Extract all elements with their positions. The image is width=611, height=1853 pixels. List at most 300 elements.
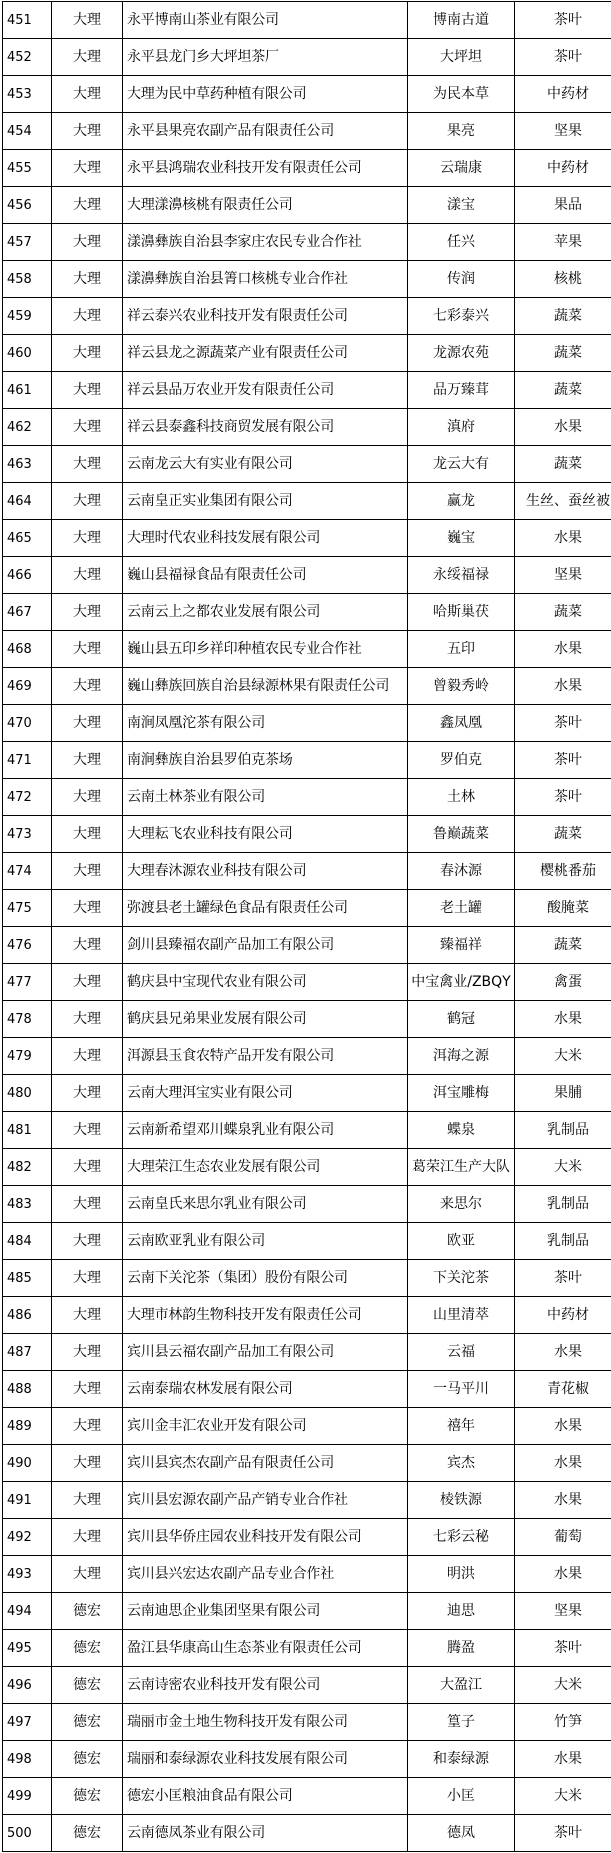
company-cell: 祥云县龙之源蔬菜产业有限责任公司 xyxy=(123,335,408,372)
product-cell: 蔬菜 xyxy=(515,446,611,483)
city-cell: 大理 xyxy=(52,335,123,372)
brand-cell: 哈斯巢茯 xyxy=(408,594,515,631)
row-number: 458 xyxy=(3,261,52,298)
company-cell: 云南皇正实业集团有限公司 xyxy=(123,483,408,520)
company-cell: 祥云县品万农业开发有限责任公司 xyxy=(123,372,408,409)
product-cell: 果品 xyxy=(515,187,611,224)
table-row xyxy=(3,1482,611,1519)
city-cell: 大理 xyxy=(52,631,123,668)
company-cell: 大理漾濞核桃有限责任公司 xyxy=(123,187,408,224)
city-cell: 德宏 xyxy=(52,1704,123,1741)
product-cell: 坚果 xyxy=(515,1593,611,1630)
city-cell: 大理 xyxy=(52,1334,123,1371)
city-cell: 大理 xyxy=(52,224,123,261)
table-row xyxy=(3,1408,611,1445)
city-cell: 大理 xyxy=(52,594,123,631)
table-row xyxy=(3,742,611,779)
brand-cell: 明洪 xyxy=(408,1556,515,1593)
company-cell: 弥渡县老土罐绿色食品有限责任公司 xyxy=(123,890,408,927)
company-cell: 漾濞彝族自治县李家庄农民专业合作社 xyxy=(123,224,408,261)
brand-cell: 为民本草 xyxy=(408,76,515,113)
row-number: 488 xyxy=(3,1371,52,1408)
product-cell: 中药材 xyxy=(515,76,611,113)
product-cell: 生丝、蚕丝被 xyxy=(515,483,611,520)
company-cell: 宾川县兴宏达农副产品专业合作社 xyxy=(123,1556,408,1593)
brand-cell: 品万臻茸 xyxy=(408,372,515,409)
row-number: 485 xyxy=(3,1260,52,1297)
company-cell: 宾川县华侨庄园农业科技开发有限公司 xyxy=(123,1519,408,1556)
brand-cell: 曾毅秀岭 xyxy=(408,668,515,705)
row-number: 486 xyxy=(3,1297,52,1334)
company-cell: 大理春沐源农业科技有限公司 xyxy=(123,853,408,890)
city-cell: 大理 xyxy=(52,261,123,298)
product-cell: 水果 xyxy=(515,520,611,557)
company-cell: 云南欧亚乳业有限公司 xyxy=(123,1223,408,1260)
table-row xyxy=(3,1075,611,1112)
city-cell: 德宏 xyxy=(52,1778,123,1815)
brand-cell: 博南古道 xyxy=(408,2,515,39)
product-cell: 核桃 xyxy=(515,261,611,298)
row-number: 475 xyxy=(3,890,52,927)
company-cell: 大理荣江生态农业发展有限公司 xyxy=(123,1149,408,1186)
brand-cell: 洱海之源 xyxy=(408,1038,515,1075)
product-cell: 水果 xyxy=(515,631,611,668)
product-cell: 水果 xyxy=(515,1445,611,1482)
table-row xyxy=(3,1815,611,1852)
table-row xyxy=(3,409,611,446)
city-cell: 大理 xyxy=(52,1001,123,1038)
product-cell: 水果 xyxy=(515,1001,611,1038)
table-row xyxy=(3,1001,611,1038)
city-cell: 大理 xyxy=(52,1445,123,1482)
product-cell: 茶叶 xyxy=(515,742,611,779)
product-cell: 大米 xyxy=(515,1149,611,1186)
company-cell: 宾川县宾杰农副产品有限责任公司 xyxy=(123,1445,408,1482)
city-cell: 大理 xyxy=(52,1038,123,1075)
row-number: 497 xyxy=(3,1704,52,1741)
city-cell: 德宏 xyxy=(52,1593,123,1630)
company-cell: 永平博南山茶业有限公司 xyxy=(123,2,408,39)
product-cell: 水果 xyxy=(515,1408,611,1445)
row-number: 470 xyxy=(3,705,52,742)
brand-cell: 滇府 xyxy=(408,409,515,446)
city-cell: 大理 xyxy=(52,76,123,113)
table-row xyxy=(3,1112,611,1149)
brand-cell: 巍宝 xyxy=(408,520,515,557)
brand-cell: 永绥福禄 xyxy=(408,557,515,594)
brand-cell: 大坪坦 xyxy=(408,39,515,76)
table-row xyxy=(3,1223,611,1260)
table-row xyxy=(3,187,611,224)
city-cell: 大理 xyxy=(52,520,123,557)
row-number: 481 xyxy=(3,1112,52,1149)
product-cell: 蔬菜 xyxy=(515,594,611,631)
brand-cell: 鲁巅蔬菜 xyxy=(408,816,515,853)
brand-cell: 云瑞康 xyxy=(408,150,515,187)
brand-cell: 鑫凤凰 xyxy=(408,705,515,742)
brand-cell: 鹤冠 xyxy=(408,1001,515,1038)
row-number: 461 xyxy=(3,372,52,409)
company-cell: 瑞丽和泰绿源农业科技发展有限公司 xyxy=(123,1741,408,1778)
brand-cell: 土林 xyxy=(408,779,515,816)
city-cell: 大理 xyxy=(52,150,123,187)
company-cell: 巍山县福禄食品有限责任公司 xyxy=(123,557,408,594)
city-cell: 大理 xyxy=(52,853,123,890)
city-cell: 大理 xyxy=(52,446,123,483)
brand-cell: 龙源农苑 xyxy=(408,335,515,372)
table-row xyxy=(3,335,611,372)
company-cell: 巍山彝族回族自治县绿源林果有限责任公司 xyxy=(123,668,408,705)
table-row xyxy=(3,224,611,261)
company-cell: 大理耘飞农业科技有限公司 xyxy=(123,816,408,853)
product-cell: 茶叶 xyxy=(515,39,611,76)
row-number: 465 xyxy=(3,520,52,557)
product-cell: 水果 xyxy=(515,1334,611,1371)
brand-cell: 篁子 xyxy=(408,1704,515,1741)
city-cell: 德宏 xyxy=(52,1630,123,1667)
company-cell: 永平县龙门乡大坪坦茶厂 xyxy=(123,39,408,76)
brand-cell: 果亮 xyxy=(408,113,515,150)
row-number: 471 xyxy=(3,742,52,779)
city-cell: 大理 xyxy=(52,39,123,76)
table-row xyxy=(3,927,611,964)
city-cell: 德宏 xyxy=(52,1741,123,1778)
table-row xyxy=(3,1334,611,1371)
product-cell: 水果 xyxy=(515,409,611,446)
company-cell: 云南泰瑞农林发展有限公司 xyxy=(123,1371,408,1408)
product-cell: 坚果 xyxy=(515,113,611,150)
product-cell: 茶叶 xyxy=(515,2,611,39)
city-cell: 大理 xyxy=(52,2,123,39)
product-cell: 大米 xyxy=(515,1038,611,1075)
brand-cell: 山里清萃 xyxy=(408,1297,515,1334)
brand-cell: 传润 xyxy=(408,261,515,298)
brand-cell: 蝶泉 xyxy=(408,1112,515,1149)
city-cell: 大理 xyxy=(52,1149,123,1186)
row-number: 469 xyxy=(3,668,52,705)
row-number: 456 xyxy=(3,187,52,224)
brand-cell: 臻福祥 xyxy=(408,927,515,964)
product-cell: 青花椒 xyxy=(515,1371,611,1408)
company-cell: 云南土林茶业有限公司 xyxy=(123,779,408,816)
city-cell: 大理 xyxy=(52,1112,123,1149)
row-number: 472 xyxy=(3,779,52,816)
product-cell: 竹笋 xyxy=(515,1704,611,1741)
product-cell: 乳制品 xyxy=(515,1112,611,1149)
row-number: 459 xyxy=(3,298,52,335)
brand-cell: 德凤 xyxy=(408,1815,515,1852)
row-number: 452 xyxy=(3,39,52,76)
table-row xyxy=(3,1038,611,1075)
product-cell: 葡萄 xyxy=(515,1519,611,1556)
city-cell: 大理 xyxy=(52,1075,123,1112)
brand-cell: 和泰绿源 xyxy=(408,1741,515,1778)
city-cell: 大理 xyxy=(52,668,123,705)
row-number: 478 xyxy=(3,1001,52,1038)
product-cell: 酸腌菜 xyxy=(515,890,611,927)
city-cell: 大理 xyxy=(52,927,123,964)
table-row xyxy=(3,1741,611,1778)
brand-cell: 云福 xyxy=(408,1334,515,1371)
city-cell: 大理 xyxy=(52,409,123,446)
company-cell: 云南皇氏来思尔乳业有限公司 xyxy=(123,1186,408,1223)
product-cell: 茶叶 xyxy=(515,1260,611,1297)
city-cell: 大理 xyxy=(52,298,123,335)
table-row xyxy=(3,1556,611,1593)
company-cell: 大理时代农业科技发展有限公司 xyxy=(123,520,408,557)
company-cell: 宾川金丰汇农业开发有限公司 xyxy=(123,1408,408,1445)
company-cell: 盈江县华康高山生态茶业有限责任公司 xyxy=(123,1630,408,1667)
table-row xyxy=(3,1704,611,1741)
brand-cell: 赢龙 xyxy=(408,483,515,520)
company-cell: 剑川县臻福农副产品加工有限公司 xyxy=(123,927,408,964)
company-cell: 云南迪思企业集团坚果有限公司 xyxy=(123,1593,408,1630)
row-number: 495 xyxy=(3,1630,52,1667)
brand-cell: 腾盈 xyxy=(408,1630,515,1667)
table-row xyxy=(3,705,611,742)
row-number: 492 xyxy=(3,1519,52,1556)
table-row xyxy=(3,446,611,483)
company-cell: 鹤庆县中宝现代农业有限公司 xyxy=(123,964,408,1001)
company-cell: 鹤庆县兄弟果业发展有限公司 xyxy=(123,1001,408,1038)
row-number: 474 xyxy=(3,853,52,890)
row-number: 491 xyxy=(3,1482,52,1519)
row-number: 451 xyxy=(3,2,52,39)
row-number: 476 xyxy=(3,927,52,964)
company-cell: 漾濞彝族自治县箐口核桃专业合作社 xyxy=(123,261,408,298)
table-row xyxy=(3,1593,611,1630)
city-cell: 大理 xyxy=(52,964,123,1001)
brand-cell: 禧年 xyxy=(408,1408,515,1445)
row-number: 498 xyxy=(3,1741,52,1778)
table-row xyxy=(3,1149,611,1186)
company-cell: 云南云上之都农业发展有限公司 xyxy=(123,594,408,631)
product-cell: 蔬菜 xyxy=(515,298,611,335)
row-number: 462 xyxy=(3,409,52,446)
table-row xyxy=(3,816,611,853)
company-cell: 大理市林韵生物科技开发有限责任公司 xyxy=(123,1297,408,1334)
company-cell: 宾川县云福农副产品加工有限公司 xyxy=(123,1334,408,1371)
city-cell: 大理 xyxy=(52,113,123,150)
product-cell: 水果 xyxy=(515,1482,611,1519)
table-row xyxy=(3,1445,611,1482)
row-number: 494 xyxy=(3,1593,52,1630)
table-row xyxy=(3,1186,611,1223)
city-cell: 大理 xyxy=(52,1297,123,1334)
row-number: 487 xyxy=(3,1334,52,1371)
company-cell: 巍山县五印乡祥印种植农民专业合作社 xyxy=(123,631,408,668)
brand-cell: 中宝禽业/ZBQY xyxy=(408,964,515,1001)
brand-cell: 七彩云秘 xyxy=(408,1519,515,1556)
table-row xyxy=(3,1667,611,1704)
brand-cell: 大盈江 xyxy=(408,1667,515,1704)
company-cell: 德宏小匡粮油食品有限公司 xyxy=(123,1778,408,1815)
brand-cell: 漾宝 xyxy=(408,187,515,224)
brand-cell: 洱宝雕梅 xyxy=(408,1075,515,1112)
product-cell: 苹果 xyxy=(515,224,611,261)
city-cell: 大理 xyxy=(52,779,123,816)
product-cell: 茶叶 xyxy=(515,779,611,816)
brand-cell: 棱铁源 xyxy=(408,1482,515,1519)
table-row xyxy=(3,631,611,668)
row-number: 496 xyxy=(3,1667,52,1704)
city-cell: 大理 xyxy=(52,890,123,927)
brand-cell: 一马平川 xyxy=(408,1371,515,1408)
product-cell: 禽蛋 xyxy=(515,964,611,1001)
product-cell: 中药材 xyxy=(515,150,611,187)
table-row xyxy=(3,483,611,520)
row-number: 466 xyxy=(3,557,52,594)
product-cell: 蔬菜 xyxy=(515,372,611,409)
product-cell: 茶叶 xyxy=(515,705,611,742)
row-number: 484 xyxy=(3,1223,52,1260)
row-number: 455 xyxy=(3,150,52,187)
city-cell: 大理 xyxy=(52,1519,123,1556)
city-cell: 大理 xyxy=(52,705,123,742)
product-cell: 樱桃番茄 xyxy=(515,853,611,890)
product-cell: 水果 xyxy=(515,1741,611,1778)
table-row xyxy=(3,261,611,298)
company-cell: 祥云泰兴农业科技开发有限责任公司 xyxy=(123,298,408,335)
company-cell: 云南德凤茶业有限公司 xyxy=(123,1815,408,1852)
brand-cell: 来思尔 xyxy=(408,1186,515,1223)
table-row xyxy=(3,298,611,335)
product-cell: 中药材 xyxy=(515,1297,611,1334)
table-row xyxy=(3,39,611,76)
company-cell: 云南新希望邓川蝶泉乳业有限公司 xyxy=(123,1112,408,1149)
table-row xyxy=(3,1519,611,1556)
row-number: 479 xyxy=(3,1038,52,1075)
product-cell: 蔬菜 xyxy=(515,816,611,853)
city-cell: 大理 xyxy=(52,742,123,779)
table-row xyxy=(3,1297,611,1334)
city-cell: 大理 xyxy=(52,1186,123,1223)
enterprise-table xyxy=(2,1,611,1852)
row-number: 473 xyxy=(3,816,52,853)
row-number: 464 xyxy=(3,483,52,520)
company-cell: 永平县果亮农副产品有限责任公司 xyxy=(123,113,408,150)
row-number: 483 xyxy=(3,1186,52,1223)
brand-cell: 春沐源 xyxy=(408,853,515,890)
table-row xyxy=(3,113,611,150)
brand-cell: 老土罐 xyxy=(408,890,515,927)
row-number: 477 xyxy=(3,964,52,1001)
city-cell: 大理 xyxy=(52,187,123,224)
brand-cell: 葛荣江生产大队 xyxy=(408,1149,515,1186)
row-number: 460 xyxy=(3,335,52,372)
city-cell: 大理 xyxy=(52,1260,123,1297)
product-cell: 水果 xyxy=(515,668,611,705)
city-cell: 大理 xyxy=(52,1371,123,1408)
company-cell: 云南龙云大有实业有限公司 xyxy=(123,446,408,483)
city-cell: 大理 xyxy=(52,816,123,853)
product-cell: 乳制品 xyxy=(515,1186,611,1223)
row-number: 480 xyxy=(3,1075,52,1112)
product-cell: 水果 xyxy=(515,1556,611,1593)
row-number: 463 xyxy=(3,446,52,483)
table-row xyxy=(3,853,611,890)
product-cell: 果脯 xyxy=(515,1075,611,1112)
table-row xyxy=(3,964,611,1001)
company-cell: 云南大理洱宝实业有限公司 xyxy=(123,1075,408,1112)
company-cell: 云南诗密农业科技开发有限公司 xyxy=(123,1667,408,1704)
company-cell: 祥云县泰鑫科技商贸发展有限公司 xyxy=(123,409,408,446)
table-row xyxy=(3,890,611,927)
table-row xyxy=(3,150,611,187)
product-cell: 蔬菜 xyxy=(515,335,611,372)
city-cell: 大理 xyxy=(52,483,123,520)
brand-cell: 下关沱茶 xyxy=(408,1260,515,1297)
table-body xyxy=(3,2,611,1852)
product-cell: 茶叶 xyxy=(515,1815,611,1852)
row-number: 468 xyxy=(3,631,52,668)
row-number: 500 xyxy=(3,1815,52,1852)
brand-cell: 龙云大有 xyxy=(408,446,515,483)
brand-cell: 任兴 xyxy=(408,224,515,261)
table-row xyxy=(3,1371,611,1408)
city-cell: 大理 xyxy=(52,1482,123,1519)
brand-cell: 欧亚 xyxy=(408,1223,515,1260)
company-cell: 南涧凤凰沱茶有限公司 xyxy=(123,705,408,742)
row-number: 490 xyxy=(3,1445,52,1482)
company-cell: 宾川县宏源农副产品产销专业合作社 xyxy=(123,1482,408,1519)
table-row xyxy=(3,557,611,594)
city-cell: 大理 xyxy=(52,557,123,594)
row-number: 489 xyxy=(3,1408,52,1445)
row-number: 453 xyxy=(3,76,52,113)
brand-cell: 罗伯克 xyxy=(408,742,515,779)
city-cell: 德宏 xyxy=(52,1667,123,1704)
product-cell: 蔬菜 xyxy=(515,927,611,964)
table-row xyxy=(3,594,611,631)
row-number: 457 xyxy=(3,224,52,261)
city-cell: 大理 xyxy=(52,1223,123,1260)
row-number: 493 xyxy=(3,1556,52,1593)
table-row xyxy=(3,2,611,39)
company-cell: 瑞丽市金土地生物科技开发有限公司 xyxy=(123,1704,408,1741)
product-cell: 乳制品 xyxy=(515,1223,611,1260)
city-cell: 大理 xyxy=(52,1556,123,1593)
table-row xyxy=(3,520,611,557)
table-row xyxy=(3,1260,611,1297)
company-cell: 云南下关沱茶（集团）股份有限公司 xyxy=(123,1260,408,1297)
brand-cell: 五印 xyxy=(408,631,515,668)
table-row xyxy=(3,779,611,816)
company-cell: 洱源县玉食农特产品开发有限公司 xyxy=(123,1038,408,1075)
company-cell: 大理为民中草药种植有限公司 xyxy=(123,76,408,113)
company-cell: 南涧彝族自治县罗伯克茶场 xyxy=(123,742,408,779)
row-number: 467 xyxy=(3,594,52,631)
brand-cell: 宾杰 xyxy=(408,1445,515,1482)
product-cell: 坚果 xyxy=(515,557,611,594)
table-row xyxy=(3,1778,611,1815)
table-row xyxy=(3,1630,611,1667)
row-number: 482 xyxy=(3,1149,52,1186)
city-cell: 大理 xyxy=(52,372,123,409)
product-cell: 茶叶 xyxy=(515,1630,611,1667)
table-row xyxy=(3,76,611,113)
city-cell: 德宏 xyxy=(52,1815,123,1852)
table-row xyxy=(3,372,611,409)
city-cell: 大理 xyxy=(52,1408,123,1445)
company-cell: 永平县鸿瑞农业科技开发有限责任公司 xyxy=(123,150,408,187)
row-number: 454 xyxy=(3,113,52,150)
brand-cell: 迪思 xyxy=(408,1593,515,1630)
product-cell: 大米 xyxy=(515,1778,611,1815)
product-cell: 大米 xyxy=(515,1667,611,1704)
brand-cell: 七彩泰兴 xyxy=(408,298,515,335)
brand-cell: 小匡 xyxy=(408,1778,515,1815)
